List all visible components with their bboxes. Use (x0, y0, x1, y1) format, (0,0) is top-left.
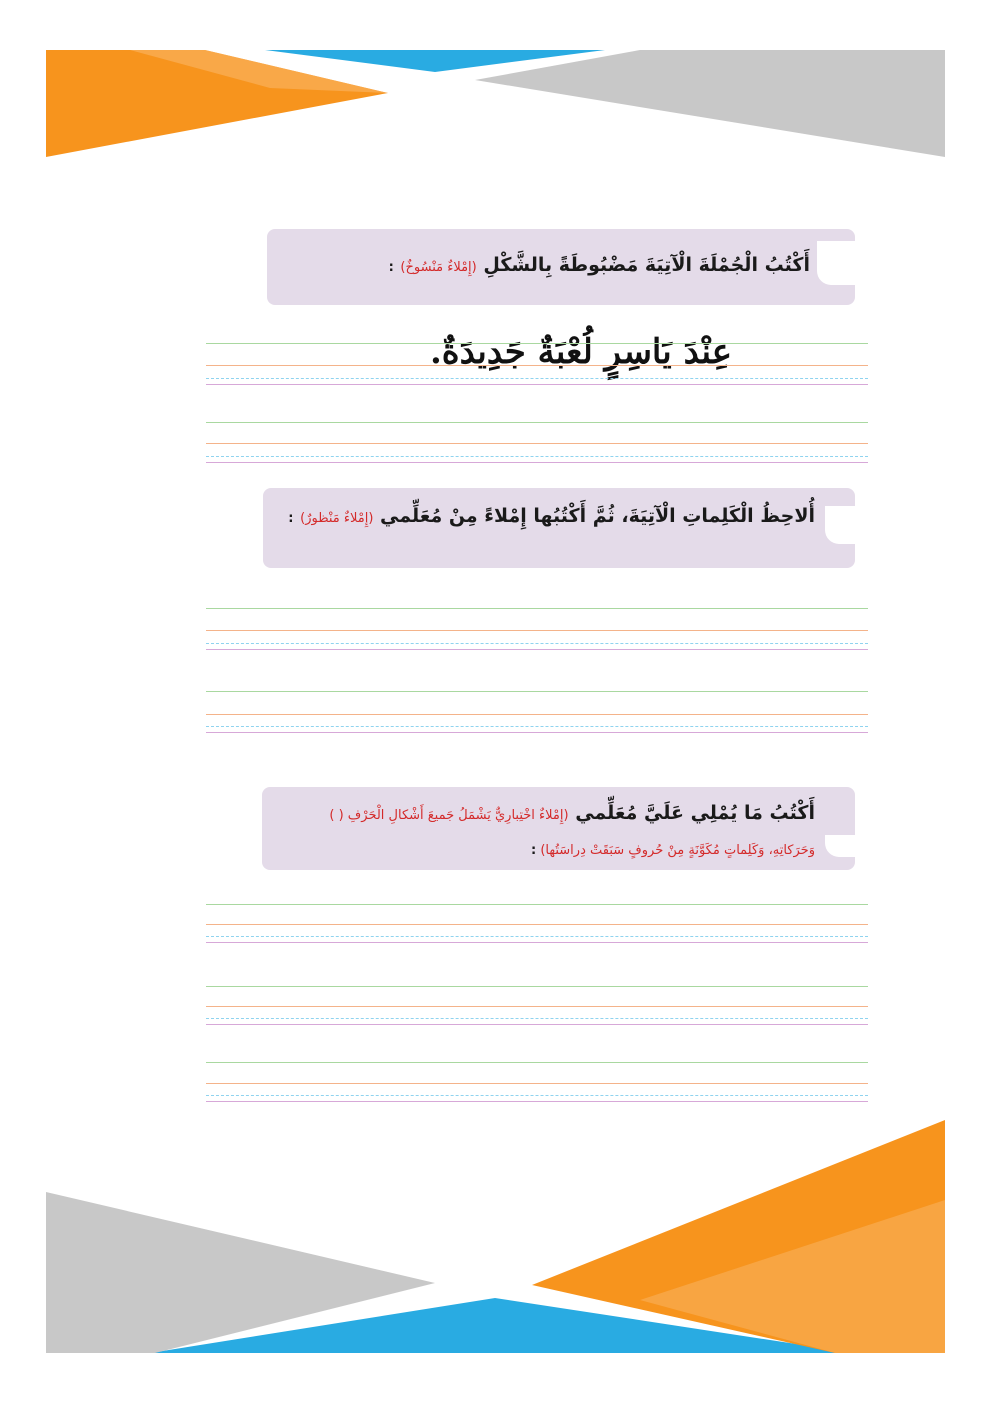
top-gray-triangle (475, 50, 945, 157)
instruction-1-colon: : (388, 260, 394, 275)
instruction-1-note: (إِمْلاءٌ مَنْسُوخٌ) (400, 260, 477, 275)
writing-lines-1 (206, 340, 868, 465)
instruction-1 (389, 254, 810, 276)
instruction-3-text: أَكْتُبُ مَا يُمْلِي عَلَيَّ مُعَلِّمي (575, 802, 815, 824)
instruction-2-colon: : (288, 511, 294, 526)
instruction-3-line2 (531, 843, 815, 858)
instruction-2-note: (إِمْلاءٌ مَنْظورٌ) (300, 511, 374, 526)
instruction-2-text: أُلاحِظُ الْكَلِماتِ الْآتِيَةَ، ثُمَّ أَكْتُبُها إِمْلاءً مِنْ مُعَلِّمي (380, 505, 815, 527)
instruction-2 (288, 505, 815, 527)
instruction-1-text: أَكْتُبُ الْجُمْلَةَ الْآتِيَةَ مَضْبُوطَةً بِالشَّكْلِ (483, 254, 810, 276)
box-tab (817, 241, 855, 285)
instruction-3 (329, 802, 815, 824)
instruction-3-note: (إِمْلاءٌ اخْتِبارِيٌّ يَشْمَلُ جَميعَ أَشْكالِ الْحَرْفِ ( ) (329, 808, 569, 823)
instruction-3-colon: : (531, 843, 537, 858)
box-tab (825, 835, 855, 857)
writing-lines-3 (206, 900, 868, 1110)
instruction-box-2 (263, 488, 855, 568)
box-tab (825, 506, 855, 544)
writing-lines-2 (206, 605, 868, 735)
instruction-3-note-line2: وَحَرَكاتِهِ، وَكَلِماتٍ مُكَوَّنَةٍ مِنْ حُروفٍ سَبَقَتْ دِراسَتُها) (540, 843, 815, 858)
model-sentence: عِنْدَ يَاسِرٍ لُعْبَةٌ جَدِيدَةٌ. (429, 332, 732, 372)
